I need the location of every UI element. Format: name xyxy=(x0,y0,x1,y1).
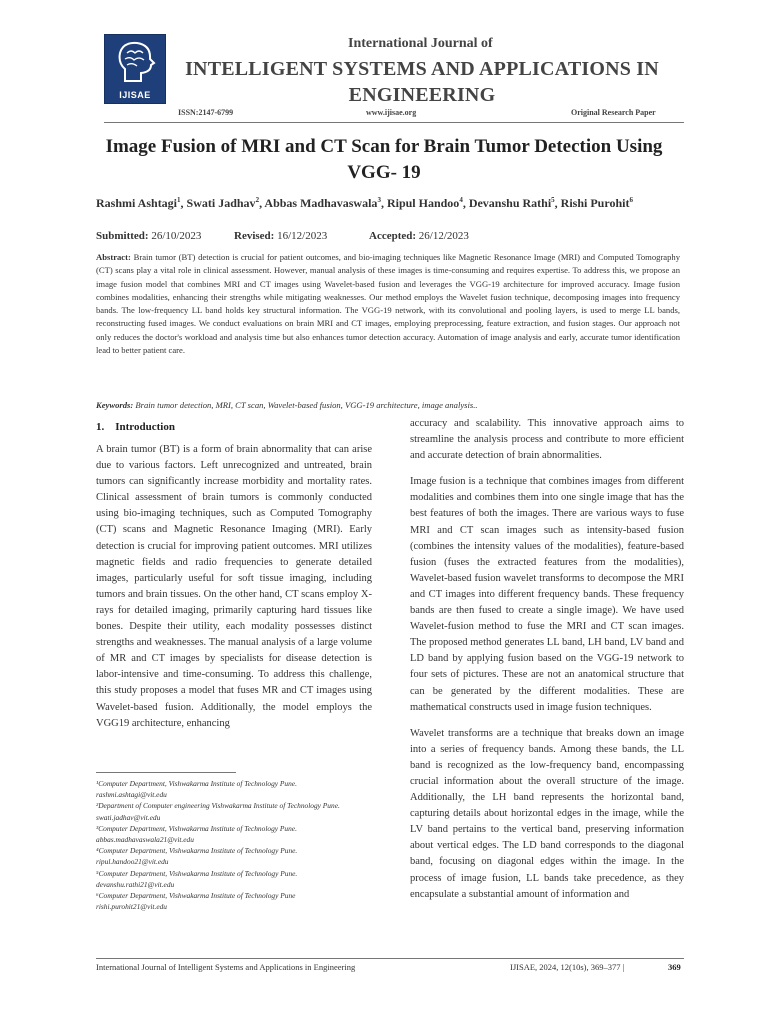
footnote-email[interactable]: devanshu.rathi21@vit.edu xyxy=(96,879,175,889)
author-affiliation-mark: 1 xyxy=(177,196,181,204)
footnote-email[interactable]: rishi.purohit21@vit.edu xyxy=(96,902,167,912)
right-column xyxy=(410,416,684,913)
paragraph: Image fusion is a technique that combines images from different modalities and combines them into one single image that has the best features of both the images. There are various ways to fuse MRI and CT scan images such as intensity-based fusion (combines the intensity values of the modalities), feature-based fusion (fuses the extracted features from the modalities), Wavelet-based fusion wavelet transforms to decompose the MRI and CT images into different frequency bands. These frequency bands are then fused to create a single image). We have used Wavelet-fusion method to fuse the MRI and CT scan images. The proposed method generates LL band, LH band, LV band and LD band by applying fusion based on the VGG-19 network to four sets of pictures. These are not an anatomical structure that can be generated by the different modalities. These are mathematical constructs used in image fusion techniques. xyxy=(410,476,684,713)
keywords-label: Keywords: xyxy=(96,400,134,410)
author-affiliation-mark: 4 xyxy=(459,196,463,204)
journal-name: INTELLIGENT SYSTEMS AND APPLICATIONS IN ENGINEERING xyxy=(185,58,659,106)
keywords-text: Brain tumor detection, MRI, CT scan, Wavelet-based fusion, VGG-19 architecture, image analysis.. xyxy=(135,400,478,410)
journal-website-link[interactable]: www.ijisae.org xyxy=(366,108,417,117)
footnote-line: ⁴Computer Department, Vishwakarma Institute of Technology Pune. xyxy=(96,846,298,856)
footnote-divider xyxy=(96,772,236,773)
footnote-email[interactable]: ripul.handoo21@vit.edu xyxy=(96,857,169,867)
affiliation-footnotes xyxy=(96,778,376,912)
footnote-email[interactable]: abbas.madhavaswala21@vit.edu xyxy=(96,835,194,845)
paper-title: Image Fusion of MRI and CT Scan for Brain Tumor Detection Using VGG- 19 xyxy=(105,136,663,183)
author-affiliation-mark: 5 xyxy=(551,196,555,204)
article-type: Original Research Paper xyxy=(571,108,656,117)
journal-logo xyxy=(104,34,166,104)
footer-citation: IJISAE, 2024, 12(10s), 369–377 | xyxy=(510,962,625,972)
header-divider xyxy=(104,122,684,123)
keywords xyxy=(96,400,680,410)
author-affiliation-mark: 3 xyxy=(377,196,381,204)
abstract-label: Abstract: xyxy=(96,252,131,262)
author: Devanshu Rathi xyxy=(468,196,552,210)
footnote-email[interactable]: rashmi.ashtagi@vit.edu xyxy=(96,790,167,800)
abstract xyxy=(96,251,680,357)
footnote-email[interactable]: swati.jadhav@vit.edu xyxy=(96,812,161,822)
footer-journal-name: International Journal of Intelligent Systems and Applications in Engineering xyxy=(96,962,356,972)
paragraph: A brain tumor (BT) is a form of brain abnormality that can arise due to various factors. Left unrecognized and untreated, brain tumors can significantly increase morbidity and mortality rates. Clinical assessment of brain tumors is commonly conducted using bio-imaging techniques, such as Computed Tomography (CT) scans and Magnetic Resonance Imaging (MRI). Early detection is crucial for improving patient outcomes. MRI utilizes magnetic fields and radio frequencies to generate detailed images, particularly useful for soft tissue imaging, including tumors and brain tissues. On the other hand, CT scans employ X-rays for detailed imaging, primarily capturing hard tissues like bones. Despite their utility, each modality possesses distinct strengths and weaknesses. The manual analysis of a large volume of MR and CT images by specialists for disease detection is labor-intensive and time-consuming. To address this challenge, this study proposes a model that fuses MR and CT images using Wavelet-based fusion. Additionally, the model employs the VGG19 architecture, enhancing xyxy=(96,444,372,729)
footnote-line: ³Computer Department, Vishwakarma Institute of Technology Pune. xyxy=(96,823,297,833)
page-number: 369 xyxy=(668,962,681,972)
abstract-text: Brain tumor (BT) detection is crucial for patient outcomes, and bio-imaging techniques like Magnetic Resonance Image (MRI) and Computed Tomography (CT) scans play a vital role in clinical assessment. However, manual analysis of these images is time-consuming and requires expertise. To address this, we propose an image fusion model that combines MRI and CT images using Wavelet-based fusion and leverages the VGG-19 architecture for improved accuracy. Image fusion combines modalities, enhancing their strengths while mitigating weaknesses. Our method employs the Wavelet fusion technique, decomposing images into frequency bands. The low-frequency LL band holds key structural information. The VGG-19 network, with its convolutional and pooling layers, is used to merge LL bands, reconstructing fused images. We conduct evaluations on brain MRI and CT images, employing preprocessing, feature extraction, and fusion stages. Our approach not only reduces the doctor's workload and analysis time but also enhances tumor detection accuracy. Automation of image analysis and early, accurate tumor identification lead to better patient care. xyxy=(96,252,681,356)
author: Ripul Handoo xyxy=(386,196,460,210)
footnote-line: ²Department of Computer engineering Vishwakarma Institute of Technology Pune. xyxy=(96,801,340,811)
footnote-line: ⁶Computer Department, Vishwakarma Institute of Technology Pune xyxy=(96,891,296,901)
author-affiliation-mark: 6 xyxy=(629,196,633,204)
section-heading: 1. Introduction xyxy=(96,421,175,433)
paragraph: accuracy and scalability. This innovative approach aims to streamline the analysis process and contribute to more efficient and accurate detection of brain abnormalities. xyxy=(410,418,684,462)
brain-head-icon xyxy=(111,39,159,85)
author: Abbas Madhavaswala xyxy=(264,196,378,210)
author: Swati Jadhav xyxy=(186,196,256,210)
footer-divider xyxy=(96,958,684,959)
author-affiliation-mark: 2 xyxy=(255,196,260,204)
logo-text: IJISAE xyxy=(119,90,151,100)
submitted-date: Submitted: 26/10/2023 xyxy=(96,230,202,242)
author-list: Rashmi Ashtagi$^1$, Swati Jadhav$^2$, Abbas Madhavaswala$^3$, Ripul Handoo$^4$, Devanshu Rathi$^5$, Rishi Purohit$^6$ xyxy=(96,196,633,210)
footnote-line: ¹Computer Department, Vishwakarma Institute of Technology Pune. xyxy=(96,779,297,788)
issn: ISSN:2147-6799 xyxy=(178,108,234,117)
paragraph: Wavelet transforms are a technique that breaks down an image into a series of frequency bands. Among these bands, the LL band is recognized as the low-frequency band, encompassing crucial information about the overall structure of the image. Additionally, the LH band represents the horizontal band, capturing details about horizontal edges in the image, while the LV band pertains to the vertical band, preserving information about vertical edges. The LD band corresponds to the diagonal band, focusing on diagonal edges within the image. In the process of image fusion, LL bands take precedence, as they encapsulate a substantial amount of information and xyxy=(410,727,684,900)
footnote-line: ⁵Computer Department, Vishwakarma Institute of Technology Pune. xyxy=(96,868,298,878)
revised-date: Revised: 16/12/2023 xyxy=(234,230,328,242)
accepted-date: Accepted: 26/12/2023 xyxy=(369,230,469,242)
journal-of-text: International Journal of xyxy=(348,36,493,51)
author: Rishi Purohit xyxy=(560,196,630,210)
left-column xyxy=(96,442,372,742)
author: Rashmi Ashtagi xyxy=(96,196,178,210)
